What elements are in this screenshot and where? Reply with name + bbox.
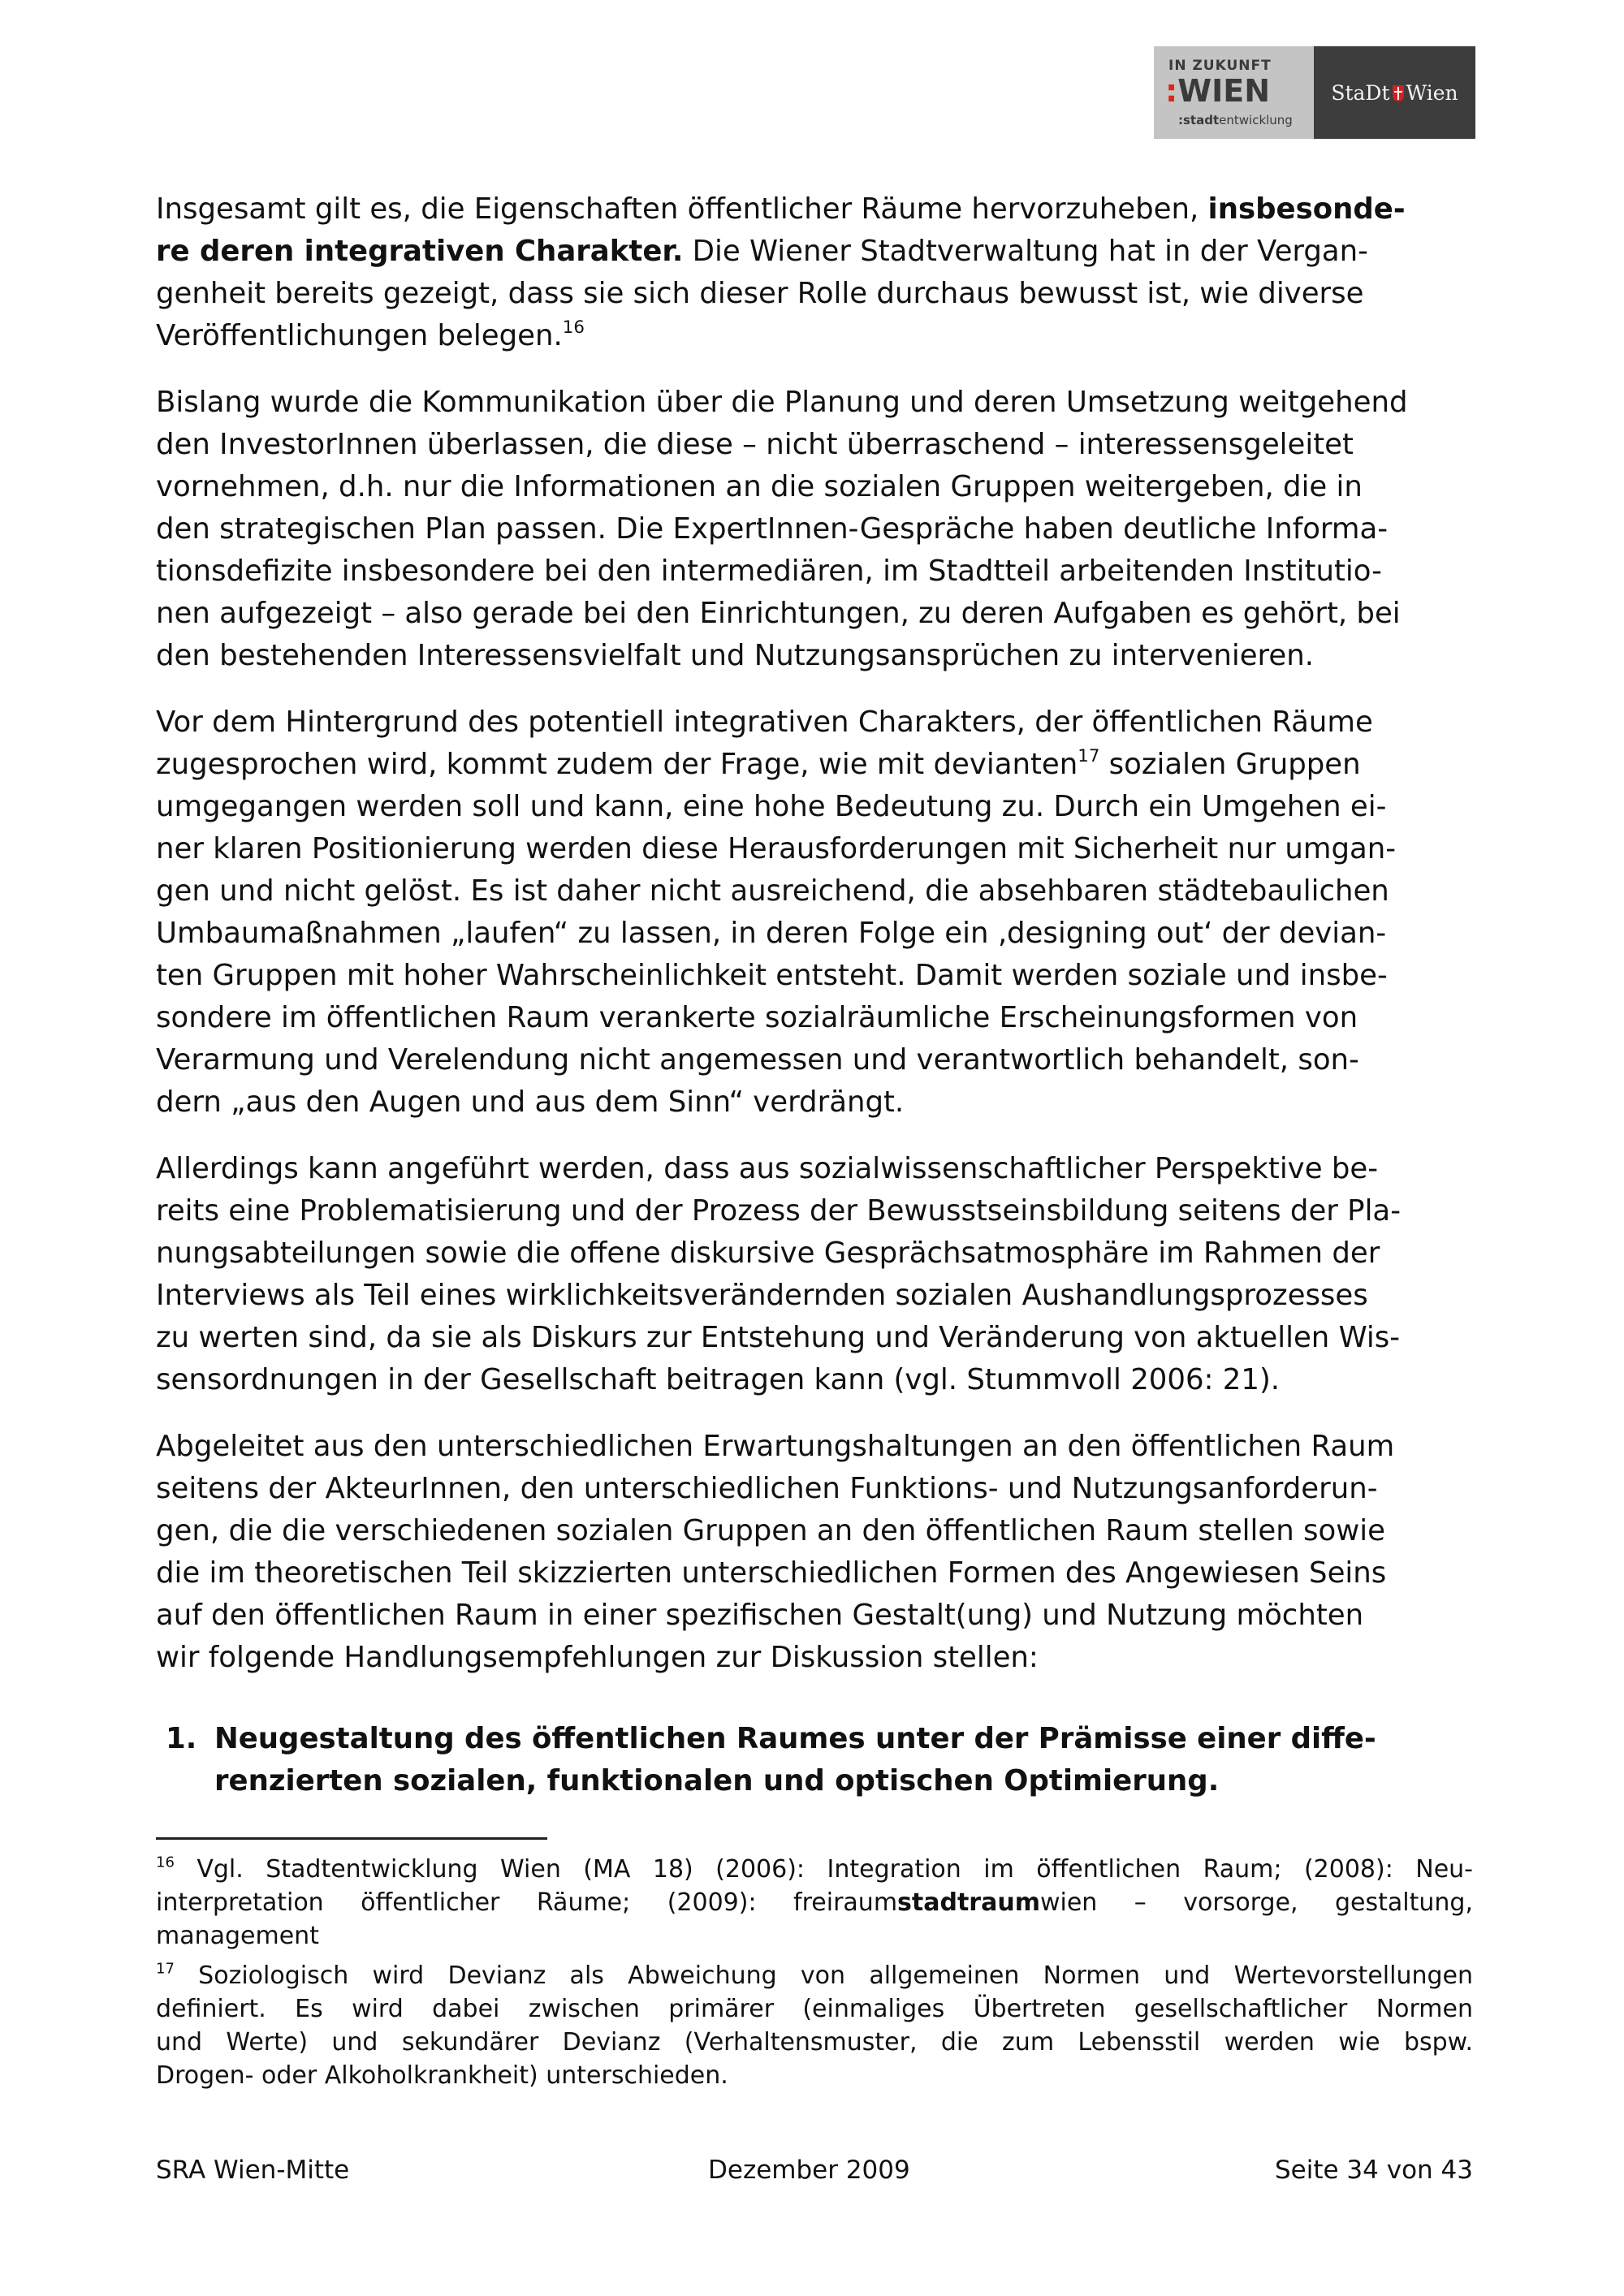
footnote-separator xyxy=(156,1837,547,1840)
logo-subtitle-rest: entwicklung xyxy=(1219,113,1293,127)
in-zukunft-wien-logo xyxy=(1154,46,1314,139)
footnotes xyxy=(156,1853,1473,2099)
list-number: 1. xyxy=(166,1722,197,1755)
text-run: Veröffentlichungen belegen. xyxy=(156,319,563,352)
text-run: Vgl. Stadtentwicklung Wien (MA 18) (2006): Integration im öffentlichen Raum; (2008): Neu- xyxy=(174,1855,1473,1884)
text-line: umgegangen werden soll und kann, eine hohe Bedeutung zu. Durch ein Umgehen ei- xyxy=(156,790,1387,823)
text-line: zu werten sind, da sie als Diskurs zur Entstehung und Veränderung von aktuellen Wis- xyxy=(156,1321,1401,1354)
text-line: und Werte) und sekundärer Devianz (Verhaltensmuster, die zum Lebensstil werden wie bspw. xyxy=(156,2028,1473,2056)
text-line: ten Gruppen mit hoher Wahrscheinlichkeit entsteht. Damit werden soziale und insbe- xyxy=(156,959,1388,992)
text-line: genheit bereits gezeigt, dass sie sich dieser Rolle durchaus bewusst ist, wie diverse xyxy=(156,277,1364,310)
text-line: nen aufgezeigt – also gerade bei den Einrichtungen, zu deren Aufgaben es gehört, bei xyxy=(156,597,1401,630)
text-line xyxy=(156,1886,1473,1919)
text-line xyxy=(156,315,1473,357)
text-line: renzierten sozialen, funktionalen und optischen Optimierung. xyxy=(214,1764,1220,1798)
logo-colon: : xyxy=(1165,73,1178,109)
bold-text: re deren integrativen Charakter. xyxy=(156,235,684,268)
text-line: Interviews als Teil eines wirklichkeitsverändernden sozialen Aushandlungsprozesses xyxy=(156,1279,1368,1312)
text-line: den strategischen Plan passen. Die ExpertInnen-Gespräche haben deutliche Informa- xyxy=(156,512,1389,546)
text-line: den bestehenden Interessensvielfalt und Nutzungsansprüchen zu intervenieren. xyxy=(156,639,1314,672)
text-line xyxy=(156,1853,1473,1886)
bold-text: insbesonde- xyxy=(1207,192,1406,226)
text-line xyxy=(156,1959,1473,1992)
text-run: sozialen Gruppen xyxy=(1099,748,1361,781)
text-line: ner klaren Positionierung werden diese Herausforderungen mit Sicherheit nur umgan- xyxy=(156,832,1397,865)
footnote-ref-16[interactable]: 16 xyxy=(562,317,585,339)
stadt-wien-wordmark xyxy=(1331,81,1458,105)
recommendation-text xyxy=(214,1718,1465,1802)
text-line xyxy=(156,231,1473,273)
text-line: management xyxy=(156,1922,319,1950)
text-run: interpretation öffentlicher Räume; (2009): freiraum xyxy=(156,1888,898,1917)
logo-subtitle xyxy=(1178,113,1293,127)
text-line: definiert. Es wird dabei zwischen primärer (einmaliges Übertreten gesellschaftlicher Normen xyxy=(156,1995,1473,2023)
footer-page-number: Seite 34 von 43 xyxy=(1274,2156,1473,2185)
logo-wordmark xyxy=(1165,73,1270,109)
paragraph-1 xyxy=(156,188,1473,357)
footnote-ref-17[interactable]: 17 xyxy=(1078,746,1100,767)
logo-wien-city-text: Wien xyxy=(1406,80,1458,105)
text-line: Verarmung und Verelendung nicht angemessen und verantwortlich behandelt, son- xyxy=(156,1043,1359,1077)
header-logo xyxy=(1154,46,1475,139)
footnote-17 xyxy=(156,1959,1473,2092)
text-run: Insgesamt gilt es, die Eigenschaften öffentlicher Räume hervorzuheben, xyxy=(156,192,1208,226)
text-line: Allerdings kann angeführt werden, dass aus sozialwissenschaftlicher Perspektive be- xyxy=(156,1152,1379,1185)
footnote-number: 17 xyxy=(156,1960,175,1978)
text-line: Vor dem Hintergrund des potentiell integrativen Charakters, der öffentlichen Räume xyxy=(156,706,1373,739)
text-line: seitens der AkteurInnen, den unterschiedlichen Funktions- und Nutzungsanforderun- xyxy=(156,1472,1378,1505)
text-line: sondere im öffentlichen Raum verankerte sozialräumliche Erscheinungsformen von xyxy=(156,1001,1358,1034)
stadt-wien-logo xyxy=(1314,46,1475,139)
text-line: auf den öffentlichen Raum in einer spezifischen Gestalt(ung) und Nutzung möchten xyxy=(156,1599,1364,1632)
text-run: zugesprochen wird, kommt zudem der Frage, wie mit devianten xyxy=(156,748,1078,781)
text-run: wien – vorsorge, gestaltung, xyxy=(1039,1888,1473,1917)
text-line: dern „aus den Augen und aus dem Sinn“ verdrängt. xyxy=(156,1085,905,1119)
text-line: Abgeleitet aus den unterschiedlichen Erwartungshaltungen an den öffentlichen Raum xyxy=(156,1430,1395,1463)
logo-tagline: IN ZUKUNFT xyxy=(1168,58,1272,74)
logo-subtitle-bold: :stadt xyxy=(1178,113,1220,127)
text-line: Umbaumaßnahmen „laufen“ zu lassen, in deren Folge ein ‚designing out‘ der devian- xyxy=(156,917,1387,950)
text-line: vornehmen, d.h. nur die Informationen an die sozialen Gruppen weitergeben, die in xyxy=(156,470,1363,503)
text-run: Die Wiener Stadtverwaltung hat in der Vergan- xyxy=(683,235,1368,268)
text-line: Neugestaltung des öffentlichen Raumes unter der Prämisse einer diffe- xyxy=(214,1722,1376,1755)
text-line: tionsdefizite insbesondere bei den intermediären, im Stadtteil arbeitenden Institutio- xyxy=(156,555,1382,588)
text-line: den InvestorInnen überlassen, die diese – nicht überraschend – interessensgeleitet xyxy=(156,428,1354,461)
paragraph-4 xyxy=(156,1148,1473,1401)
text-line: gen, die die verschiedenen sozialen Gruppen an den öffentlichen Raum stellen sowie xyxy=(156,1514,1385,1547)
footer-date: Dezember 2009 xyxy=(708,2156,910,2185)
text-line: sensordnungen in der Gesellschaft beitragen kann (vgl. Stummvoll 2006: 21). xyxy=(156,1363,1281,1396)
logo-wien-text: WIEN xyxy=(1177,73,1271,109)
text-run: Soziologisch wird Devianz als Abweichung von allgemeinen Normen und Wertevorstellungen xyxy=(174,1962,1473,1990)
text-line: reits eine Problematisierung und der Prozess der Bewusstseinsbildung seitens der Pla- xyxy=(156,1194,1402,1228)
text-line: Bislang wurde die Kommunikation über die Planung und deren Umsetzung weitgehend xyxy=(156,386,1408,419)
text-line: Drogen- oder Alkoholkrankheit) unterschieden. xyxy=(156,2061,728,2090)
body-text xyxy=(156,188,1473,1703)
text-line xyxy=(156,188,1473,231)
recommendation-item-1 xyxy=(166,1718,1465,1802)
paragraph-5 xyxy=(156,1426,1473,1679)
logo-stadt-text: StaDt xyxy=(1331,80,1390,105)
vienna-shield-icon xyxy=(1393,85,1404,101)
text-line xyxy=(156,744,1473,786)
paragraph-3 xyxy=(156,701,1473,1124)
bold-text: stadtraum xyxy=(897,1888,1040,1917)
text-line: nungsabteilungen sowie die offene diskursive Gesprächsatmosphäre im Rahmen der xyxy=(156,1236,1380,1270)
text-line: wir folgende Handlungsempfehlungen zur Diskussion stellen: xyxy=(156,1641,1039,1674)
page-footer xyxy=(156,2156,1473,2188)
text-line: gen und nicht gelöst. Es ist daher nicht ausreichend, die absehbaren städtebaulichen xyxy=(156,874,1389,908)
footer-project: SRA Wien-Mitte xyxy=(156,2156,350,2185)
footnote-16 xyxy=(156,1853,1473,1953)
text-line: die im theoretischen Teil skizzierten unterschiedlichen Formen des Angewiesen Seins xyxy=(156,1556,1387,1590)
footnote-number: 16 xyxy=(156,1854,175,1871)
paragraph-2 xyxy=(156,382,1473,677)
